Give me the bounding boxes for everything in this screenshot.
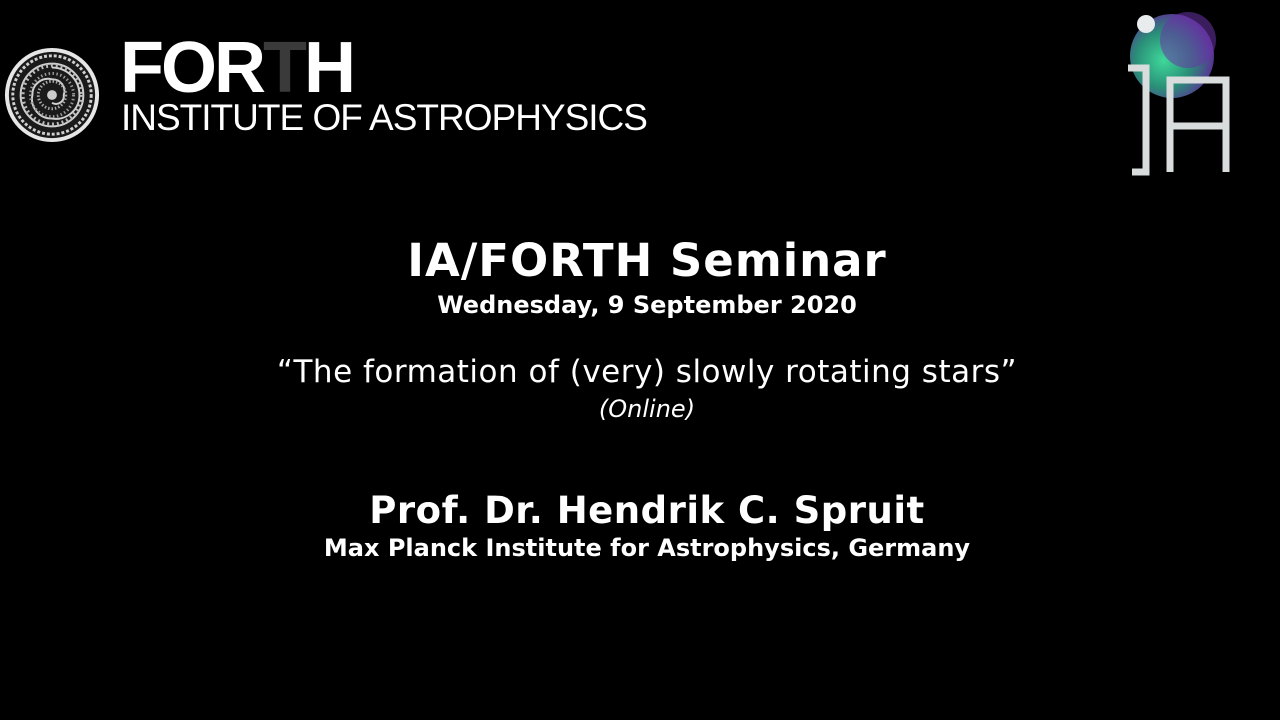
- speaker-name: Prof. Dr. Hendrik C. Spruit: [369, 489, 925, 532]
- ia-logo-icon: [1118, 10, 1242, 180]
- talk-title: “The formation of (very) slowly rotating stars”: [276, 354, 1018, 390]
- seminar-date: Wednesday, 9 September 2020: [437, 291, 857, 319]
- talk-mode: (Online): [598, 395, 696, 423]
- speaker-affiliation: Max Planck Institute for Astrophysics, Germany: [323, 534, 971, 562]
- wordmark-prefix: FOR: [120, 28, 263, 108]
- wordmark-suffix: H: [303, 28, 353, 108]
- phaistos-disc-seal-icon: [3, 46, 101, 144]
- institute-subtitle: INSTITUTE OF ASTROPHYSICS: [121, 97, 647, 138]
- wordmark-highlight: T: [262, 28, 304, 108]
- seminar-title: IA/FORTH Seminar: [407, 234, 887, 287]
